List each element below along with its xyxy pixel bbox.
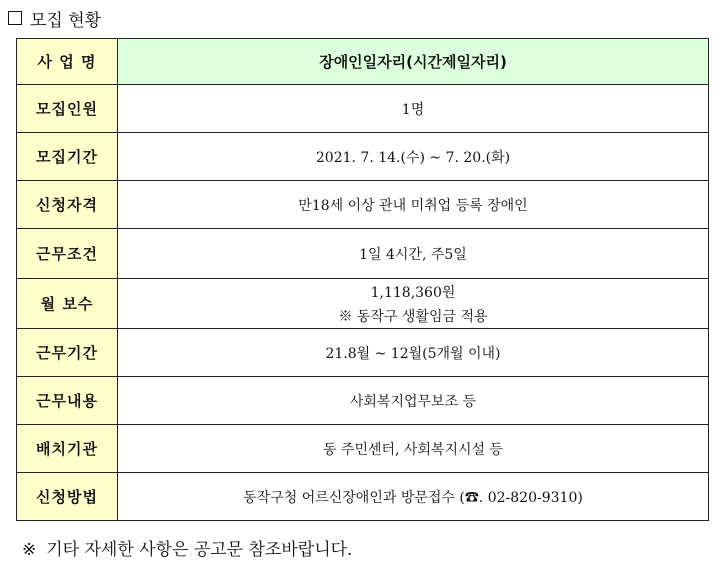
row-label: 근무조건 — [17, 229, 118, 279]
footnote-text: 기타 자세한 사항은 공고문 참조바랍니다. — [46, 540, 353, 560]
table-row — [17, 229, 709, 279]
row-label: 배치기관 — [17, 425, 118, 473]
table-row — [17, 85, 709, 133]
row-label: 모집인원 — [17, 85, 118, 133]
row-value: 1일 4시간, 주5일 — [118, 229, 709, 279]
table-row — [17, 133, 709, 181]
table-row — [17, 329, 709, 377]
table-header-row — [17, 39, 709, 85]
row-value: 2021. 7. 14.(수) ~ 7. 20.(화) — [118, 133, 709, 181]
recruitment-table — [16, 38, 709, 521]
salary-amount: 1,118,360원 — [370, 284, 456, 301]
row-label: 근무내용 — [17, 377, 118, 425]
row-value: 사회복지업무보조 등 — [118, 377, 709, 425]
row-value: 동작구청 어르신장애인과 방문접수 (☎. 02-820-9310) — [118, 473, 709, 521]
row-label: 근무기간 — [17, 329, 118, 377]
table-row — [17, 425, 709, 473]
table-row — [17, 279, 709, 329]
row-value: 만18세 이상 관내 미취업 등록 장애인 — [118, 181, 709, 229]
reference-mark: ※ — [22, 540, 37, 560]
table-row — [17, 377, 709, 425]
salary-note: ※ 동작구 생활임금 적용 — [338, 308, 488, 325]
table-row — [17, 181, 709, 229]
checkbox-square-icon — [8, 11, 22, 25]
row-label: 신청자격 — [17, 181, 118, 229]
row-value: 21.8월 ~ 12월(5개월 이내) — [118, 329, 709, 377]
table-row — [17, 473, 709, 521]
program-name: 장애인일자리(시간제일자리) — [118, 39, 709, 85]
row-label: 모집기간 — [17, 133, 118, 181]
row-label: 사 업 명 — [17, 39, 118, 85]
section-title: 모집 현황 — [30, 10, 102, 31]
row-value: 동 주민센터, 사회복지시설 등 — [118, 425, 709, 473]
row-label: 신청방법 — [17, 473, 118, 521]
row-label: 월 보수 — [17, 279, 118, 329]
section-heading — [8, 6, 101, 30]
footnote — [22, 535, 352, 560]
salary-cell — [118, 279, 709, 329]
row-value: 1명 — [118, 85, 709, 133]
